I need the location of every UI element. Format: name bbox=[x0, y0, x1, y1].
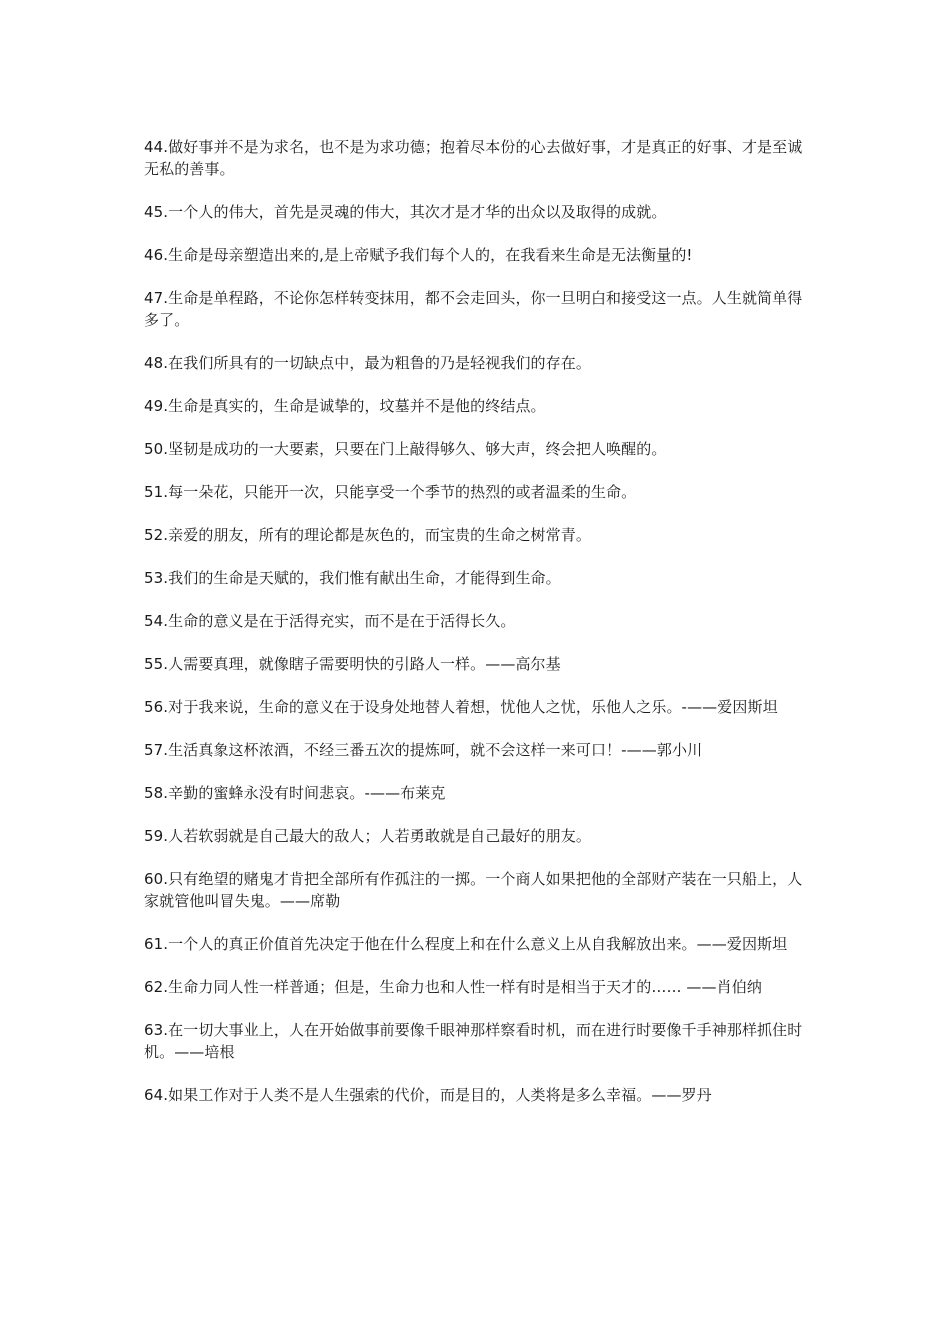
quote-item: 59.人若软弱就是自己最大的敌人；人若勇敢就是自己最好的朋友。 bbox=[144, 827, 591, 845]
quote-item: 57.生活真象这杯浓酒，不经三番五次的提炼呵，就不会这样一来可口！-——郭小川 bbox=[144, 741, 703, 759]
quote-item: 58.辛勤的蜜蜂永没有时间悲哀。-——布莱克 bbox=[144, 784, 446, 802]
quote-item: 46.生命是母亲塑造出来的,是上帝赋予我们每个人的，在我看来生命是无法衡量的! bbox=[144, 246, 693, 264]
quote-item: 52.亲爱的朋友，所有的理论都是灰色的，而宝贵的生命之树常青。 bbox=[144, 526, 591, 544]
quote-list bbox=[144, 136, 808, 1127]
quote-item: 50.坚韧是成功的一大要素，只要在门上敲得够久、够大声，终会把人唤醒的。 bbox=[144, 440, 667, 458]
quote-item: 48.在我们所具有的一切缺点中，最为粗鲁的乃是轻视我们的存在。 bbox=[144, 354, 591, 372]
quote-item: 61.一个人的真正价值首先决定于他在什么程度上和在什么意义上从自我解放出来。——爱因斯坦 bbox=[144, 935, 788, 953]
quote-item: 51.每一朵花，只能开一次，只能享受一个季节的热烈的或者温柔的生命。 bbox=[144, 483, 637, 501]
quote-item: 60.只有绝望的赌鬼才肯把全部所有作孤注的一掷。一个商人如果把他的全部财产装在一只船上，人家就管他叫冒失鬼。——席勒 bbox=[144, 870, 803, 910]
quote-item: 63.在一切大事业上，人在开始做事前要像千眼神那样察看时机，而在进行时要像千手神那样抓住时机。——培根 bbox=[144, 1021, 803, 1061]
quote-item: 44.做好事并不是为求名，也不是为求功德；抱着尽本份的心去做好事，才是真正的好事、才是至诚无私的善事。 bbox=[144, 138, 803, 178]
quote-item: 55.人需要真理，就像瞎子需要明快的引路人一样。——高尔基 bbox=[144, 655, 561, 673]
quote-item: 54.生命的意义是在于活得充实，而不是在于活得长久。 bbox=[144, 612, 516, 630]
quote-item: 47.生命是单程路，不论你怎样转变抹用，都不会走回头，你一旦明白和接受这一点。人生就简单得多了。 bbox=[144, 289, 803, 329]
quote-item: 64.如果工作对于人类不是人生强索的代价，而是目的，人类将是多么幸福。——罗丹 bbox=[144, 1086, 712, 1104]
quote-item: 49.生命是真实的，生命是诚挚的，坟墓并不是他的终结点。 bbox=[144, 397, 546, 415]
quote-item: 56.对于我来说，生命的意义在于设身处地替人着想，忧他人之忧，乐他人之乐。-——爱因斯坦 bbox=[144, 698, 778, 716]
quote-item: 53.我们的生命是天赋的，我们惟有献出生命，才能得到生命。 bbox=[144, 569, 561, 587]
quote-item: 45.一个人的伟大，首先是灵魂的伟大，其次才是才华的出众以及取得的成就。 bbox=[144, 203, 667, 221]
quote-item: 62.生命力同人性一样普通；但是，生命力也和人性一样有时是相当于天才的…… ——肖伯纳 bbox=[144, 978, 762, 996]
